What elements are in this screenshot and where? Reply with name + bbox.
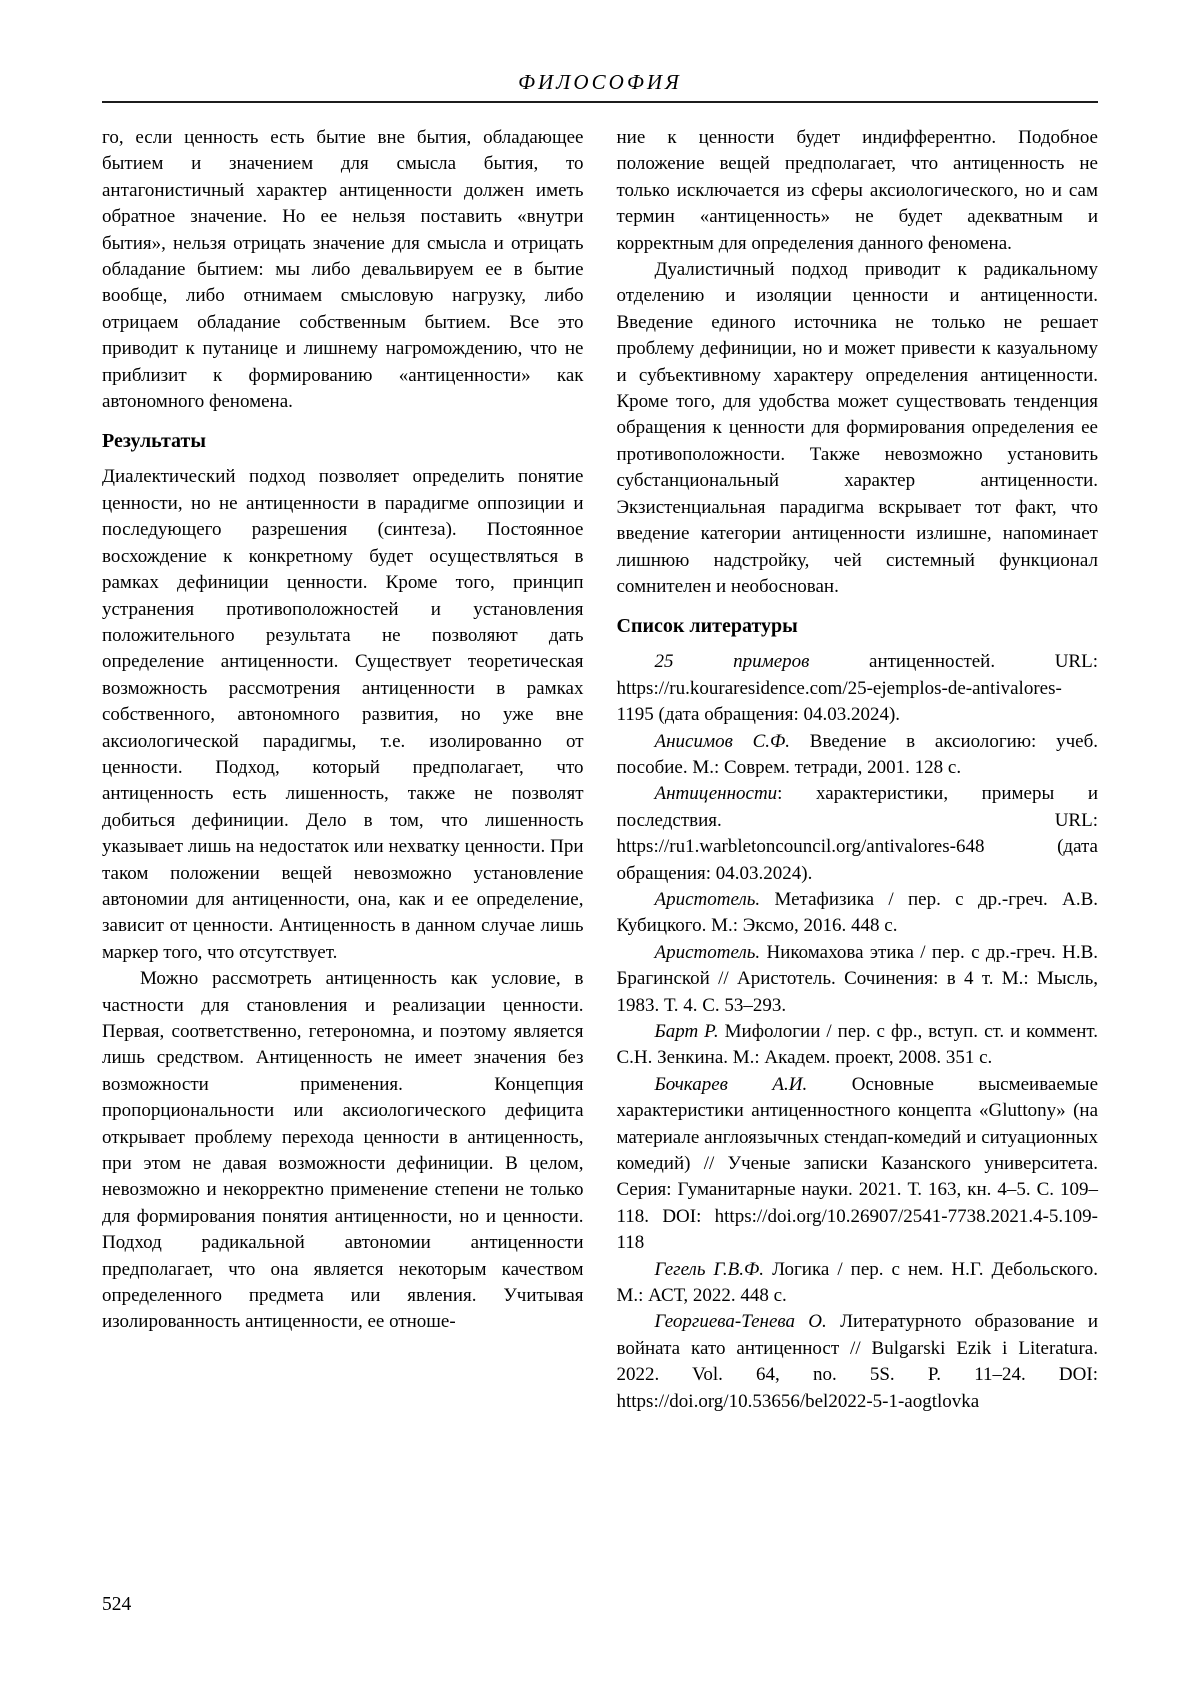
reference-author: Аристотель. <box>654 941 761 963</box>
reference-text: Метафизика / пер. с др.-греч. А.В. Кубицкого. М.: Эксмо, 2016. 448 с. <box>616 888 1098 937</box>
right-column <box>617 125 1099 1415</box>
reference-item <box>617 1309 1099 1415</box>
running-head <box>102 70 1098 103</box>
reference-author: Барт Р. <box>654 1021 719 1042</box>
reference-author: Анисимов С.Ф. <box>654 730 791 752</box>
results-heading: Результаты <box>102 430 206 453</box>
references-heading: Список литературы <box>616 615 798 638</box>
reference-author: 25 примеров <box>654 651 810 673</box>
page-number: 524 <box>102 1594 132 1615</box>
reference-item <box>617 1019 1099 1072</box>
paragraph: Диалектический подход позволяет определить понятие ценности, но не антиценности в парадигме оппозиции и последующего разрешения (синтеза). Постоянное восхождение к конкретному будет осуществляться в рамках дефиниции ценности. Кроме того, принцип устранения противоположностей и установления положительного результата не позволяют дать определение антиценности. Существует теоретическая возможность рассмотрения антиценности в рамках собственного, автономного развития, но уже вне аксиологической парадигмы, т.е. изолированно от ценности. Подход, который предполагает, что антиценность есть лишенность, также не позволят добиться дефиниции. Дело в том, что лишенность указывает лишь на недостаток или нехватку ценности. При таком положении вещей невозможно установление автономии для антиценности, она, как и ее определение, зависит от ценности. Антиценность в данном случае лишь маркер того, что отсутствует. <box>102 466 584 963</box>
reference-text: антиценностей. URL: https://ru.kouraresidence.com/25-ejemplos-de-antivalores-1195 (дата обращения: 04.03.2024). <box>616 651 1098 726</box>
reference-item <box>617 1072 1099 1257</box>
left-column <box>102 125 584 1415</box>
section-title: ФИЛОСОФИЯ <box>518 70 682 94</box>
reference-author: Антиценности <box>654 783 778 805</box>
paragraph: ние к ценности будет индифферентно. Подобное положение вещей предполагает, что антиценность не только исключается из сферы аксиологического, но и сам термин «антиценность» не будет адекватным и корректным для определения данного феномена. <box>616 127 1098 254</box>
reference-author: Гегель Г.В.Ф. <box>654 1258 765 1280</box>
reference-author: Бочкарев А.И. <box>654 1073 808 1095</box>
reference-text: Введение в аксиологию: учеб. пособие. М.: Соврем. тетради, 2001. 128 с. <box>616 730 1098 778</box>
reference-author: Георгиева-Тенева О. <box>654 1311 827 1333</box>
reference-text: Мифологии / пер. с фр., вступ. ст. и коммент. С.Н. Зенкина. М.: Академ. проект, 2008. 351 с. <box>616 1021 1098 1069</box>
reference-item <box>617 781 1099 887</box>
reference-text: Логика / пер. с нем. Н.Г. Дебольского. М.: АСТ, 2022. 448 с. <box>616 1258 1098 1307</box>
paragraph: Можно рассмотреть антиценность как условие, в частности для становления и реализации ценности. Первая, соответственно, гетерономна, и поэтому является лишь средством. Антиценность не имеет значения без возможности применения. Концепция пропорциональности или аксиологического дефицита открывает проблему перехода ценности в антиценность, при этом не давая возможности дефиниции. В целом, невозможно и некорректно применение степени не только для формирования понятия антиценности, но и ценности. Подход радикальной автономии антиценности предполагает, что она является некоторым качеством определенного предмета или явления. Учитывая изолированность антиценности, ее отноше- <box>102 968 584 1333</box>
reference-text: : характеристики, примеры и последствия. URL: https://ru1.warbletoncouncil.org/antivalores-648 (дата обращения: 04.03.2024). <box>616 783 1098 884</box>
reference-text: Никомахова этика / пер. с др.-греч. Н.В. Брагинской // Аристотель. Сочинения: в 4 т. М.: Мысль, 1983. Т. 4. С. 53–293. <box>616 941 1098 1016</box>
article-body <box>102 125 1098 1415</box>
reference-item <box>617 649 1099 728</box>
reference-item <box>617 1257 1099 1310</box>
reference-text: Литературното образование и войната като антиценност // Bulgarski Ezik i Literatura. 2022. Vol. 64, no. 5S. P. 11–24. DOI: https://doi.org/10.53656/bel2022-5-1-aogtlovka <box>616 1311 1098 1412</box>
reference-item <box>617 729 1099 782</box>
reference-item <box>617 887 1099 940</box>
header-rule <box>102 101 1098 103</box>
reference-item <box>617 940 1099 1019</box>
reference-text: Основные высмеиваемые характеристики антиценностного концепта «Gluttony» (на материале англоязычных стендап-комедий и ситуационных комедий) // Ученые записки Казанского университета. Серия: Гуманитарные науки. 2021. Т. 163, кн. 4–5. С. 109–118. DOI: https://doi.org/10.26907/2541-7738.2021.4-5.109-118 <box>616 1073 1099 1254</box>
paragraph: Дуалистичный подход приводит к радикальному отделению и изоляции ценности и антиценности. Введение единого источника не только не решает проблему дефиниции, но и может привести к казуальному и субъективному характеру определения антиценности. Кроме того, для удобства может существовать тенденция обращения к ценности для формирования определения ее противоположности. Также невозможно установить субстанциональный характер антиценности. Экзистенциальная парадигма вскрывает тот факт, что введение категории антиценности излишне, напоминает лишнюю надстройку, чей системный функционал сомнителен и необоснован. <box>616 259 1098 597</box>
reference-author: Аристотель. <box>654 888 761 910</box>
paragraph: го, если ценность есть бытие вне бытия, обладающее бытием и значением для смысла бытия, то антагонистичный характер антиценности должен иметь обратное значение. Но ее нельзя поставить «внутри бытия», нельзя отрицать значение для смысла и отрицать обладание бытием: мы либо девальвируем ее в бытие вообще, либо отнимаем смысловую нагрузку, либо отрицаем обладание собственным бытием. Все это приводит к путанице и лишнему нагромождению, что не приблизит к формированию «антиценности» как автономного феномена. <box>102 127 584 413</box>
